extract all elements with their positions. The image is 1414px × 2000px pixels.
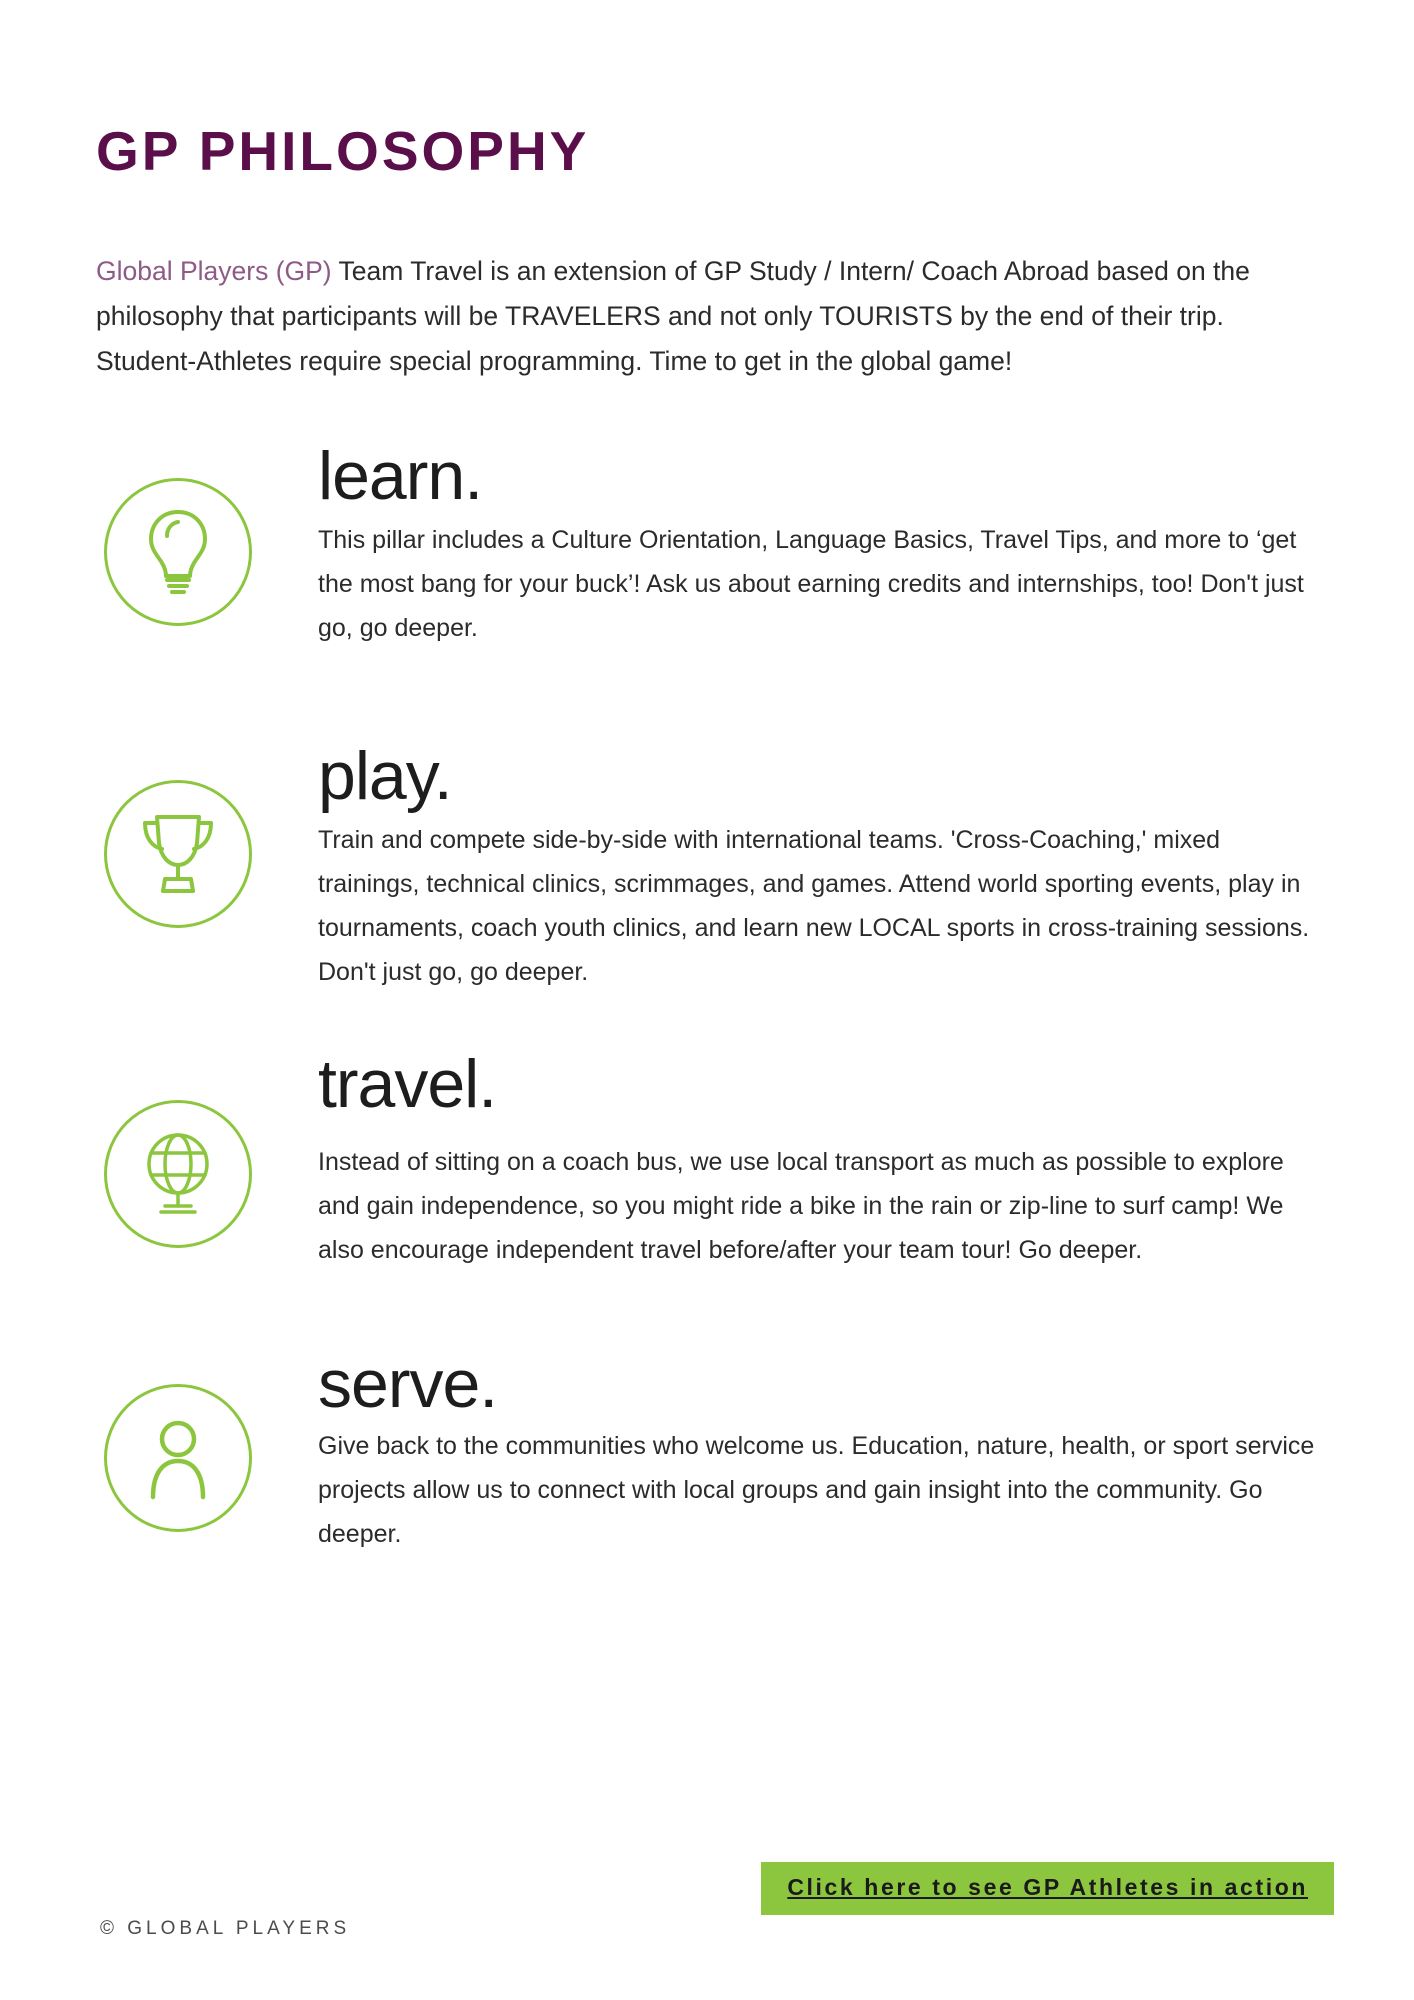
footer-copyright: © GLOBAL PLAYERS: [100, 1918, 351, 1939]
pillar-travel-body: [318, 1048, 1336, 1272]
pillar-play-heading: play.: [318, 738, 452, 814]
page-title: GP PHILOSOPHY: [96, 119, 590, 182]
pillar-serve-body: [318, 1348, 1336, 1556]
pillar-travel-text: Instead of sitting on a coach bus, we use local transport as much as possible to explore and gain independence, so you might ride a bike in the rain or zip-line to surf camp! We also encourage independent travel before/after your team tour! Go deeper.: [318, 1148, 1284, 1264]
pillar-learn-heading: learn.: [318, 438, 483, 514]
intro-rest: Team Travel is an extension of GP Study / Intern/ Coach Abroad based on the philosophy that participants will be TRAVELERS and not only TOURISTS by the end of their trip. Student-Athletes require special programming. Time to get in the global game!: [96, 255, 1250, 376]
pillar-learn-text: This pillar includes a Culture Orientation, Language Basics, Travel Tips, and more to ‘get the most bang for your buck’! Ask us about earning credits and internships, too! Don't just go, go deeper.: [318, 526, 1304, 642]
lightbulb-icon: [104, 478, 252, 626]
gp-athletes-link[interactable]: Click here to see GP Athletes in action: [761, 1862, 1334, 1915]
pillar-play-body: [318, 740, 1336, 994]
pillar-list: [96, 440, 1336, 1568]
pillar-serve: [96, 1348, 1336, 1568]
pillar-learn: [96, 440, 1336, 740]
intro-highlight: Global Players (GP): [96, 255, 332, 286]
pillar-serve-text: Give back to the communities who welcome us. Education, nature, health, or sport service projects allow us to connect with local groups and gain insight into the community. Go deeper.: [318, 1432, 1315, 1548]
globe-icon: [104, 1100, 252, 1248]
person-icon: [104, 1384, 252, 1532]
pillar-play-text: Train and compete side-by-side with international teams. 'Cross-Coaching,' mixed trainings, technical clinics, scrimmages, and games. Attend world sporting events, play in tournaments, coach youth clinics, and learn new LOCAL sports in cross-training sessions. Don't just go, go deeper.: [318, 826, 1310, 986]
trophy-icon: [104, 780, 252, 928]
pillar-learn-body: [318, 440, 1336, 650]
pillar-play: [96, 740, 1336, 1048]
pillar-serve-heading: serve.: [318, 1346, 498, 1422]
pillar-travel-heading: travel.: [318, 1046, 497, 1122]
intro-paragraph: [96, 249, 1286, 384]
pillar-travel: [96, 1048, 1336, 1348]
